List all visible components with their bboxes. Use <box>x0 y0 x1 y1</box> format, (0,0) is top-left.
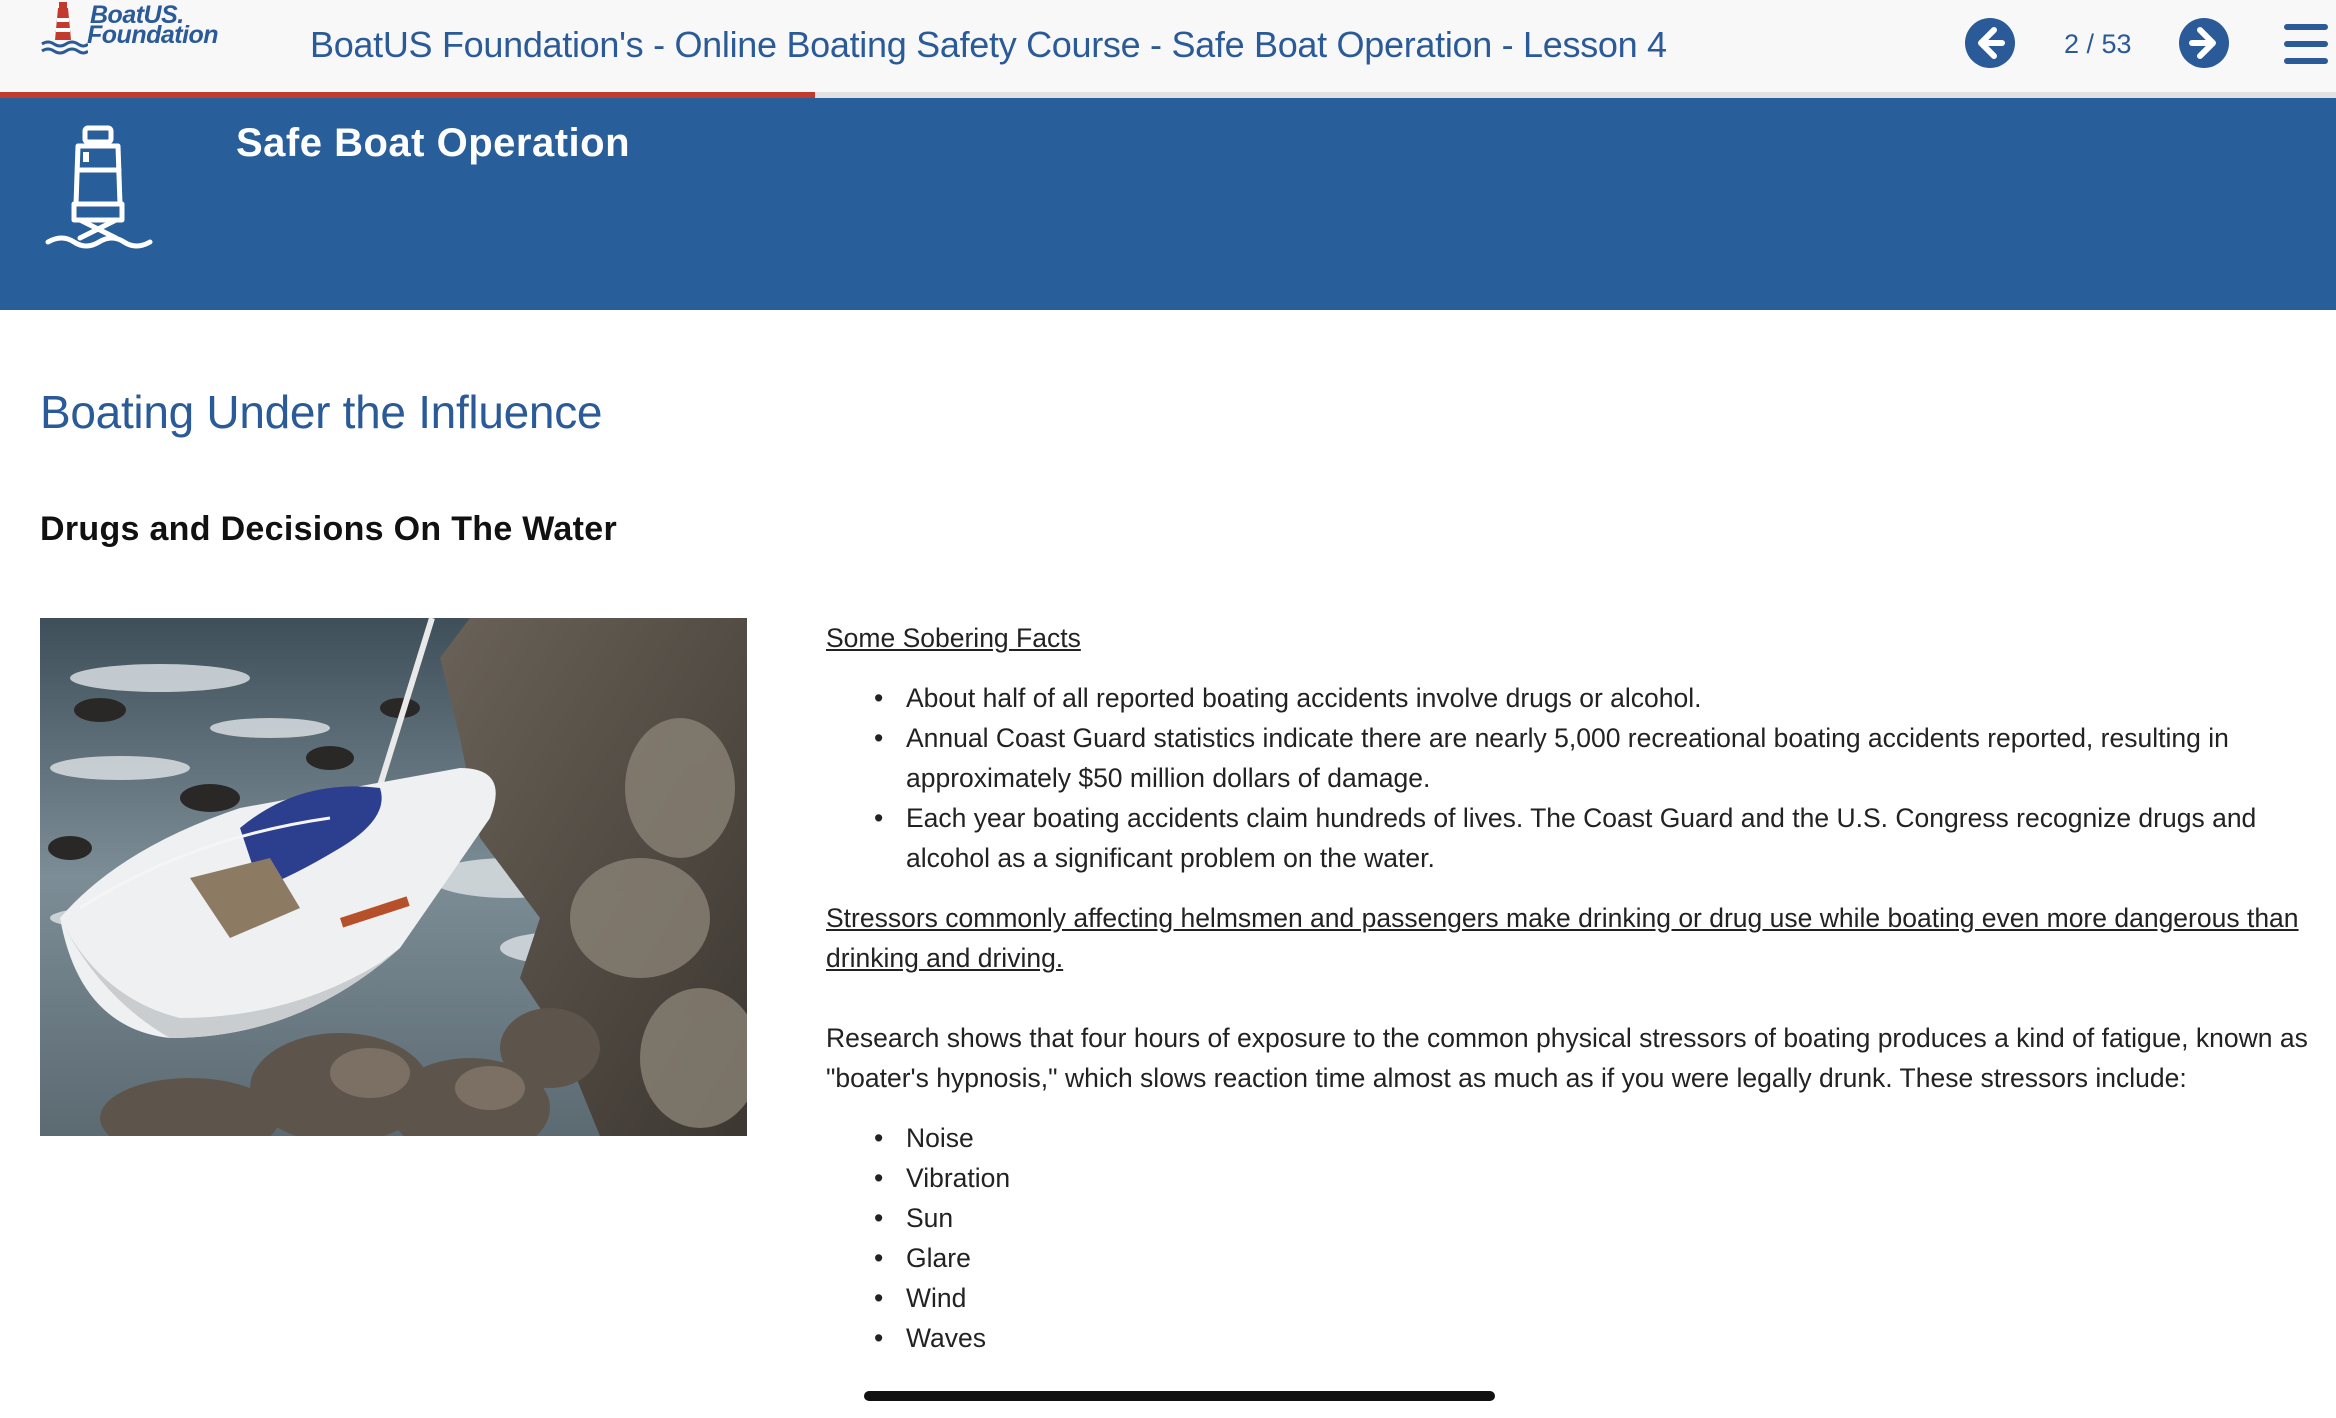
fact-item: • Annual Coast Guard statistics indicate there are nearly 5,000 recreational boating accidents reported, resulting in approximately $50 million dollars of damage. <box>826 718 2326 798</box>
arrow-left-circle-icon <box>1964 17 2016 69</box>
next-page-button[interactable] <box>2178 17 2230 69</box>
course-title: BoatUS Foundation's - Online Boating Safety Course - Safe Boat Operation - Lesson 4 <box>310 24 1667 65</box>
lighthouse-logo-icon <box>40 0 88 56</box>
arrow-right-circle-icon <box>2178 17 2230 69</box>
stressor-item: • Wind <box>826 1278 2326 1318</box>
fact-item: • Each year boating accidents claim hundreds of lives. The Coast Guard and the U.S. Congress recognize drugs and alcohol as a significant problem on the water. <box>826 798 2326 878</box>
fact-item: • About half of all reported boating accidents involve drugs or alcohol. <box>826 678 2326 718</box>
facts-heading: Some Sobering Facts <box>826 623 1081 653</box>
logo-text-boatus: BoatUS. <box>90 1 184 29</box>
previous-page-button[interactable] <box>1964 17 2016 69</box>
page-counter: 2 / 53 <box>2064 29 2132 59</box>
sailboat-aground-photo <box>40 618 747 1136</box>
home-indicator-bar[interactable] <box>864 1391 1495 1401</box>
stressor-note: Stressors commonly affecting helmsmen and passengers make drinking or drug use while boating even more dangerous than drinking and driving. <box>826 903 2299 973</box>
lesson-header-banner <box>0 98 2336 310</box>
sub-title: Drugs and Decisions On The Water <box>40 510 617 548</box>
facts-list <box>826 678 2326 878</box>
top-bar <box>0 0 2336 98</box>
stressor-item: • Glare <box>826 1238 2326 1278</box>
lesson-title: Safe Boat Operation <box>236 121 631 165</box>
stressors-list <box>826 1118 2326 1358</box>
lesson-text <box>826 618 2326 1358</box>
stressor-item: • Waves <box>826 1318 2326 1358</box>
logo-text-foundation: Foundation <box>87 21 219 49</box>
stressor-item: • Sun <box>826 1198 2326 1238</box>
stressor-item: • Noise <box>826 1118 2326 1158</box>
buoy-icon <box>44 124 154 254</box>
section-title: Boating Under the Influence <box>40 386 603 438</box>
boatus-foundation-logo[interactable] <box>40 0 240 60</box>
research-paragraph: Research shows that four hours of exposure to the common physical stressors of boating produces a kind of fatigue, known as "boater's hypnosis," which slows reaction time almost as much as if you were legally drunk. These stressors include: <box>826 1023 2308 1093</box>
hamburger-menu-icon[interactable] <box>2284 24 2328 66</box>
stressor-item: • Vibration <box>826 1158 2326 1198</box>
